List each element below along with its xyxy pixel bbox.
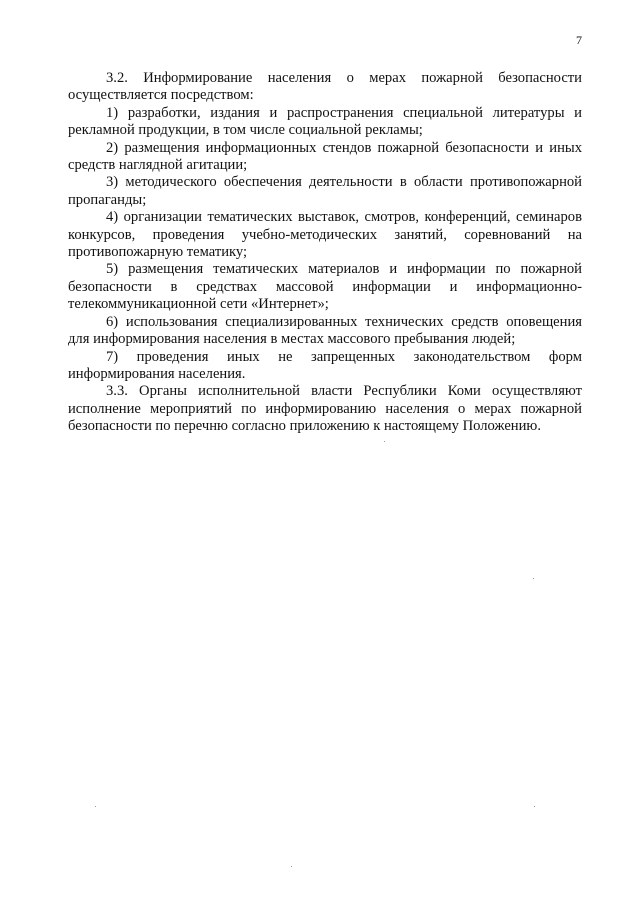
list-item: 6) использования специализированных технических средств оповещения для информирования населения в местах массового пребывания людей; xyxy=(68,313,582,348)
document-body xyxy=(68,70,582,436)
list-item: 3) методического обеспечения деятельности в области противопожарной пропаганды; xyxy=(68,174,582,208)
scan-speck xyxy=(291,866,292,867)
section-3-2-intro: 3.2. Информирование населения о мерах пожарной безопасности осуществляется посредством: xyxy=(68,70,582,104)
list-item: 7) проведения иных не запрещенных законодательством форм информирования населения. xyxy=(68,348,582,382)
page-number: 7 xyxy=(576,33,582,47)
scan-speck xyxy=(534,806,535,807)
list-item: 1) разработки, издания и распространения специальной литературы и рекламной продукции, в том числе социальной рекламы; xyxy=(68,104,582,139)
list-item: 4) организации тематических выставок, смотров, конференций, семинаров конкурсов, проведения учебно-методических занятий, соревнований на противопожарную тематику; xyxy=(68,209,582,261)
scan-speck xyxy=(95,806,96,807)
scan-speck xyxy=(533,578,534,579)
scan-speck xyxy=(384,441,385,442)
list-item: 2) размещения информационных стендов пожарной безопасности и иных средств наглядной агитации; xyxy=(68,139,582,174)
list-item: 5) размещения тематических материалов и информации по пожарной безопасности в средствах массовой информации и информационно-телекоммуникационной сети «Интернет»; xyxy=(68,261,582,313)
section-3-3-paragraph: 3.3. Органы исполнительной власти Республики Коми осуществляют исполнение мероприятий по информированию населения о мерах пожарной безопасности по перечню согласно приложению к настоящему Положению. xyxy=(68,383,582,435)
